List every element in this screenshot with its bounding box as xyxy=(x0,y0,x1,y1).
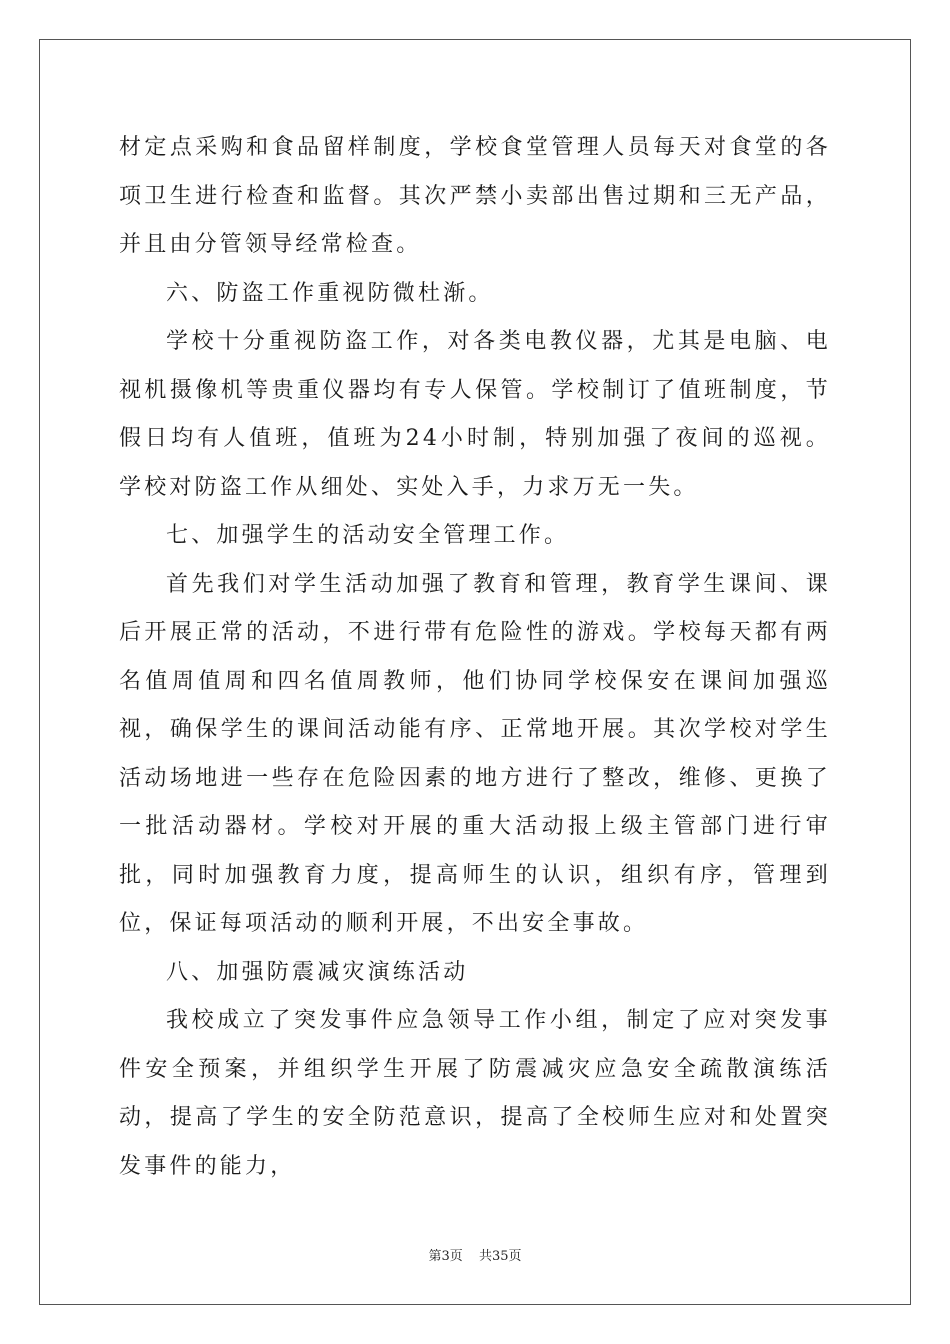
section-heading-7: 七、加强学生的活动安全管理工作。 xyxy=(166,523,570,548)
page-total: 共35页 xyxy=(478,1249,522,1264)
document-body xyxy=(119,124,831,1191)
section-heading-8: 八、加强防震减灾演练活动 xyxy=(166,959,469,985)
paragraph-anti-theft: 学校十分重视防盗工作，对各类电教仪器，尤其是电脑、电视机摄像机等贵重仪器均有专人保管。学校制订了值班制度，节假日均有人值班，值班为24小时制，特别加强了夜间的巡视。学校对防盗工作从细处、实处入手，力求万无一失。 xyxy=(119,329,831,500)
paragraph-activity-safety: 首先我们对学生活动加强了教育和管理，教育学生课间、课后开展正常的活动，不进行带有危险性的游戏。学校每天都有两名值周值周和四名值周教师，他们协同学校保安在课间加强巡视，确保学生的课间活动能有序、正常地开展。其次学校对学生活动场地进一些存在危险因素的地方进行了整改，维修、更换了一批活动器材。学校对开展的重大活动报上级主管部门进行审批，同时加强教育力度，提高师生的认识，组织有序，管理到位，保证每项活动的顺利开展，不出安全事故。 xyxy=(119,571,831,936)
section-heading-6: 六、防盗工作重视防微杜渐。 xyxy=(166,280,494,306)
paragraph-earthquake-drill: 我校成立了突发事件应急领导工作小组，制定了应对突发事件安全预案，并组织学生开展了防震减灾应急安全疏散演练活动，提高了学生的安全防范意识，提高了全校师生应对和处置突发事件的能力， xyxy=(119,1008,831,1179)
page-number: 第3页 xyxy=(428,1249,463,1264)
paragraph-continuation: 材定点采购和食品留样制度，学校食堂管理人员每天对食堂的各项卫生进行检查和监督。其次严禁小卖部出售过期和三无产品，并且由分管领导经常检查。 xyxy=(119,135,831,257)
page-footer xyxy=(0,1245,950,1264)
